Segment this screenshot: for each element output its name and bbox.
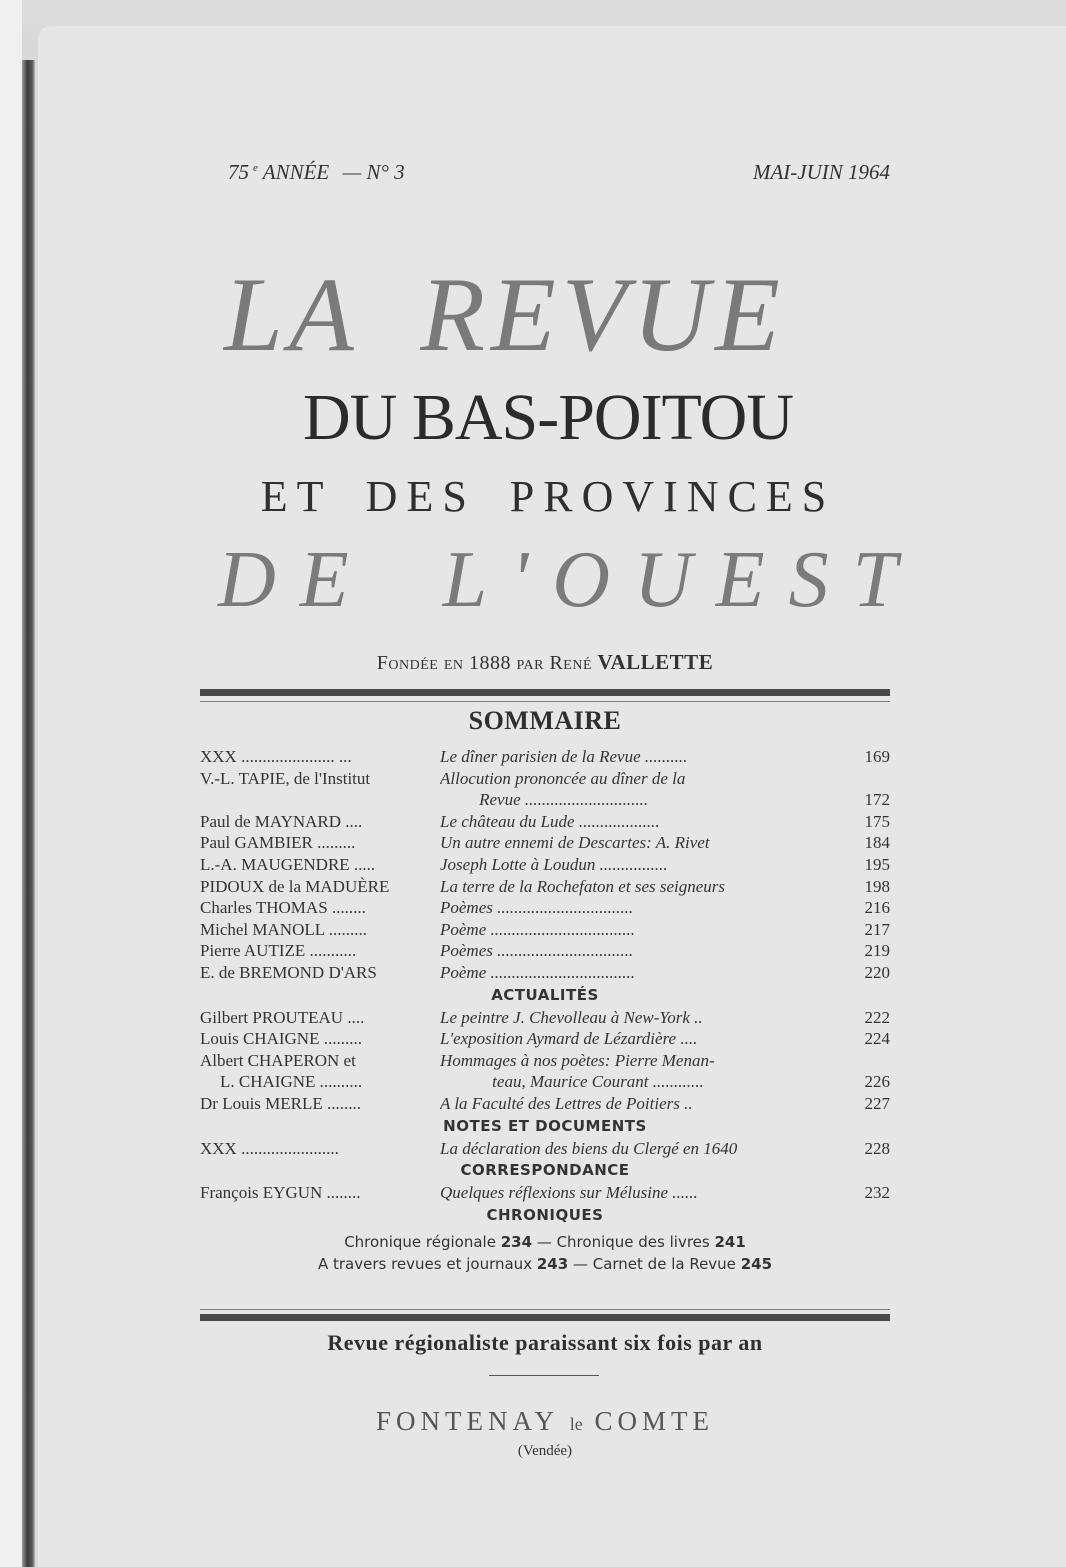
toc-title: Allocution prononcée au dîner de la [440, 768, 686, 788]
toc-author: Paul GAMBIER ......... [200, 833, 356, 853]
toc-page-number: 232 [864, 1183, 890, 1203]
title-line-3: ET DES PROVINCES [260, 472, 836, 521]
toc-actualites-list [200, 1007, 890, 1115]
toc-title: A la Faculté des Lettres de Poitiers .. [440, 1093, 693, 1113]
section-notes: NOTES ET DOCUMENTS [443, 1116, 647, 1135]
toc-title: Hommages à nos poètes: Pierre Menan- [440, 1050, 715, 1070]
divider-thin-top [200, 701, 890, 702]
carnet-revue-label: — Carnet de la Revue [572, 1254, 736, 1273]
chronique-livres-label: — Chronique des livres [536, 1232, 710, 1251]
toc-correspondance-list [200, 1182, 890, 1204]
toc-main-list [200, 746, 890, 984]
chronique-regionale-page: 234 [500, 1232, 533, 1251]
toc-entry [200, 746, 890, 768]
book-spine [22, 60, 35, 1567]
issue-number [228, 160, 409, 185]
toc-author: L.-A. MAUGENDRE ..... [200, 854, 376, 874]
toc-title: Un autre ennemi de Descartes: A. Rivet [440, 833, 710, 853]
founded-prefix: Fondée en 1888 par René [376, 652, 593, 674]
title-line-4: DE L'OUEST [218, 536, 922, 624]
tagline: Revue régionaliste paraissant six fois par an [327, 1330, 763, 1355]
toc-entry [200, 1182, 890, 1204]
toc-page-number: 198 [864, 876, 890, 896]
toc-author: V.-L. TAPIE, de l'Institut [200, 768, 371, 788]
toc-title: Revue ............................. [479, 790, 649, 810]
section-correspondance: CORRESPONDANCE [460, 1161, 630, 1180]
issue-date: MAI-JUIN 1964 [752, 160, 890, 184]
toc-page-number [830, 768, 890, 790]
toc-page-number: 219 [864, 941, 890, 961]
toc-page-number: 216 [864, 898, 890, 918]
toc-entry [200, 876, 890, 898]
toc-page-number: 228 [864, 1138, 890, 1158]
table-of-contents [200, 746, 890, 1275]
toc-title: teau, Maurice Courant ............ [492, 1072, 704, 1092]
toc-entry [200, 789, 890, 811]
carnet-revue-page: 245 [740, 1254, 773, 1273]
city-part-1: FONTENAY [375, 1406, 558, 1436]
toc-title: Poème .................................. [440, 919, 636, 939]
toc-author: L. CHAIGNE .......... [220, 1072, 363, 1092]
chroniques-line-1 [200, 1231, 890, 1253]
year-label: ANNÉE [262, 160, 330, 184]
toc-author: Charles THOMAS ........ [200, 898, 366, 918]
toc-author: XXX ....................... [200, 1138, 339, 1158]
toc-entry [200, 1028, 890, 1050]
toc-page-number: 227 [864, 1093, 890, 1113]
toc-page-number: 222 [864, 1007, 890, 1027]
toc-title: Poème .................................. [440, 962, 636, 982]
toc-entry [200, 919, 890, 941]
toc-entry [200, 940, 890, 962]
toc-entry [200, 1071, 890, 1093]
toc-title: Poèmes ................................ [440, 898, 634, 918]
short-divider [489, 1375, 599, 1376]
toc-author: François EYGUN ........ [200, 1183, 361, 1203]
toc-entry [200, 1050, 890, 1072]
toc-author: Albert CHAPERON et [200, 1050, 356, 1070]
toc-author: Louis CHAIGNE ......... [200, 1029, 362, 1049]
year-number: 75 [228, 160, 249, 184]
toc-page-number: 224 [864, 1029, 890, 1049]
toc-page-number: 195 [864, 854, 890, 874]
toc-title: Quelques réflexions sur Mélusine ...... [440, 1183, 698, 1203]
toc-entry [200, 811, 890, 833]
toc-title: La déclaration des biens du Clergé en 1640 [440, 1138, 738, 1158]
section-actualites: ACTUALITÉS [491, 985, 599, 1004]
title-line-1: LA REVUE [224, 256, 786, 373]
toc-page-number [830, 1050, 890, 1072]
toc-author [200, 789, 419, 811]
toc-notes-list [200, 1138, 890, 1160]
revues-journaux-page: 243 [536, 1254, 569, 1273]
department: (Vendée) [517, 1443, 573, 1459]
toc-page-number: 175 [864, 811, 890, 831]
issue-header [228, 160, 890, 185]
publication-city [200, 1406, 890, 1437]
scan-left-margin [0, 0, 22, 1567]
founded-line [200, 650, 890, 675]
toc-author: Paul de MAYNARD .... [200, 811, 363, 831]
chronique-regionale-label: Chronique régionale [344, 1232, 496, 1251]
toc-page-number: 226 [864, 1072, 890, 1092]
toc-entry [200, 1007, 890, 1029]
toc-entry [200, 1093, 890, 1115]
toc-page-number: 172 [864, 790, 890, 810]
year-superscript: e [253, 162, 258, 174]
section-chroniques: CHRONIQUES [486, 1205, 604, 1224]
toc-title: Le peintre J. Chevolleau à New-York .. [440, 1007, 703, 1027]
divider-thick-bottom [200, 1314, 890, 1321]
toc-author: Gilbert PROUTEAU .... [200, 1007, 365, 1027]
toc-title: Poèmes ................................ [440, 941, 634, 961]
toc-page-number: 169 [864, 747, 890, 766]
city-part-3: COMTE [594, 1406, 714, 1436]
toc-author: XXX ...................... ... [200, 747, 352, 766]
issue-label: — N° 3 [342, 160, 405, 184]
toc-title: Joseph Lotte à Loudun ................ [440, 854, 668, 874]
chronique-livres-page: 241 [714, 1232, 746, 1251]
toc-title: Le château du Lude ................... [440, 811, 660, 831]
toc-title: La terre de la Rochefaton et ses seigneurs [440, 876, 726, 896]
toc-title: Le dîner parisien de la Revue .......... [440, 747, 688, 766]
divider-thin-bottom [200, 1309, 890, 1310]
toc-author: Dr Louis MERLE ........ [200, 1093, 362, 1113]
toc-page-number: 217 [864, 919, 890, 939]
revues-journaux-label: A travers revues et journaux [317, 1254, 533, 1273]
toc-entry [200, 768, 890, 790]
toc-author: PIDOUX de la MADUÈRE [200, 876, 390, 896]
toc-page-number: 220 [864, 962, 890, 982]
sommaire-heading: SOMMAIRE [468, 706, 622, 735]
toc-author: E. de BREMOND D'ARS [200, 962, 377, 982]
toc-entry [200, 832, 890, 854]
toc-title: L'exposition Aymard de Lézardière .... [440, 1029, 698, 1049]
founder-name: VALLETTE [597, 650, 714, 674]
chroniques-line-2 [200, 1253, 890, 1275]
toc-entry [200, 962, 890, 984]
toc-author: Pierre AUTIZE ........... [200, 941, 357, 961]
toc-page-number: 184 [864, 833, 890, 853]
toc-entry [200, 1138, 890, 1160]
scan-top-edge [0, 0, 1066, 26]
toc-entry [200, 897, 890, 919]
divider-thick-top [200, 689, 890, 696]
toc-author: Michel MANOLL ......... [200, 919, 367, 939]
toc-entry [200, 854, 890, 876]
title-line-2: DU BAS-POITOU [303, 381, 793, 454]
city-part-2: le [569, 1414, 583, 1434]
